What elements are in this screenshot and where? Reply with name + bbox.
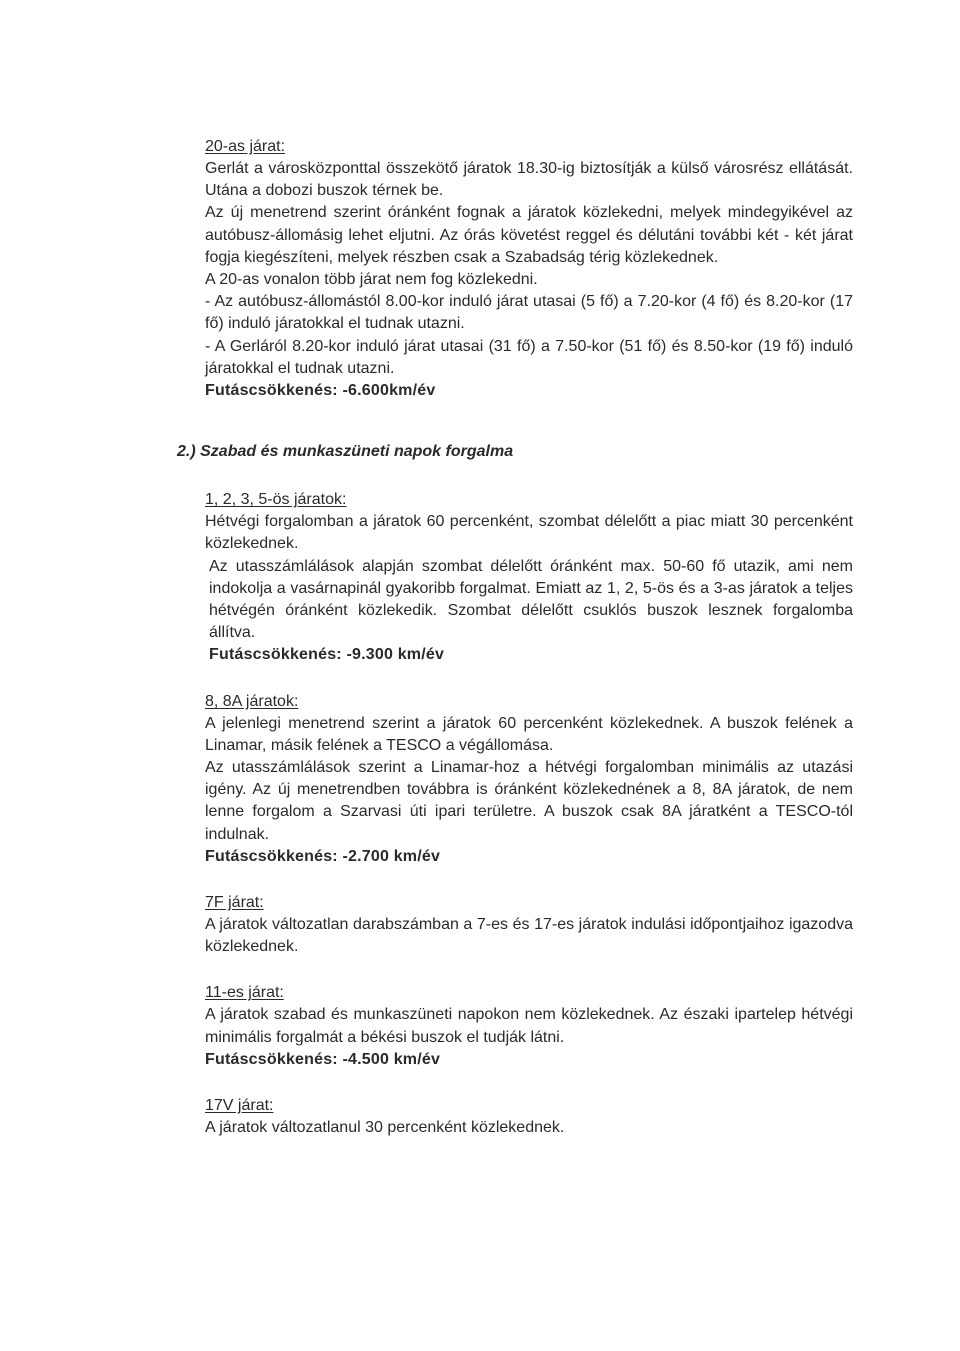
paragraph: Az utasszámlálások alapján szombat délelőtt óránként max. 50-60 fő utazik, ami nem indokolja a vasárnapinál gyakoribb forgalmat. Emiatt az 1, 2, 5-ös és a 3-as járatok a teljes hétvégén óránként közlekedik. Szombat délelőtt csuklós buszok lesznek forgalomba állítva. [209, 557, 853, 642]
section-heading-20: 20-as járat: [205, 138, 286, 155]
paragraph: A járatok szabad és munkaszüneti napokon nem közlekednek. Az északi ipartelep hétvégi minimális forgalmát a békési buszok el tudják látni. [205, 1006, 853, 1046]
section-8 [205, 691, 853, 868]
section-heading-11: 11-es járat: [205, 984, 284, 1002]
reduction-label: Futáscsökkenés: [205, 382, 338, 400]
paragraph: Hétvégi forgalomban a járatok 60 percenként, szombat délelőtt a piac miatt 30 percenként közlekednek. [205, 513, 853, 553]
reduction-label: Futáscsökkenés: [209, 646, 342, 664]
paragraph: Az utasszámlálások szerint a Linamar-hoz a hétvégi forgalomban minimális az utazási igény. Az új menetrendben továbbra is óránként közlekednének a 8, 8A járatok, de nem lenne forgalom a Szarvasi úti ipari területre. A buszok csak 8A járatként a TESCO-tól indulnak. [205, 759, 853, 843]
section-heading-1235: 1, 2, 3, 5-ös járatok: [205, 491, 347, 509]
document-page [177, 136, 853, 1139]
section-11 [205, 982, 853, 1071]
reduction-value: -6.600km/év [342, 382, 436, 400]
reduction-value: -9.300 km/év [346, 646, 445, 664]
section-heading-17v: 17V járat: [205, 1097, 274, 1115]
mileage-reduction [205, 644, 853, 666]
section-1235 [205, 489, 853, 666]
paragraph: - A Gerláról 8.20-kor induló járat utasai (31 fő) a 7.50-kor (51 fő) és 8.50-kor (19 fő) induló járatokkal el tudnak utazni. [205, 337, 853, 377]
section-heading-7f: 7F járat: [205, 894, 264, 912]
paragraph: A 20-as vonalon több járat nem fog közlekedni. [205, 271, 538, 289]
paragraph: A járatok változatlanul 30 percenként közlekednek. [205, 1119, 565, 1137]
section-7f [205, 892, 853, 958]
section-20 [205, 136, 853, 402]
mileage-reduction [205, 1049, 853, 1071]
reduction-label: Futáscsökkenés: [205, 1050, 338, 1068]
mileage-reduction [205, 380, 853, 402]
paragraph: - Az autóbusz-állomástól 8.00-kor induló járat utasai (5 fő) a 7.20-kor (4 fő) és 8.20-kor (17 fő) induló járatokkal el tudnak utazni. [205, 293, 853, 333]
paragraph: Az új menetrend szerint óránként fognak a járatok közlekedni, melyek mindegyikével az autóbusz-állomásig lehet eljutni. Az órás követést reggel és délutáni további két - két járat fogja kiegészíteni, melyek részben csak a Szabadság térig közlekednek. [205, 204, 853, 266]
paragraph: A jelenlegi menetrend szerint a járatok 60 percenként közlekednek. A buszok felének a Linamar, másik felének a TESCO a végállomása. [205, 714, 853, 754]
paragraph: A járatok változatlan darabszámban a 7-es és 17-es járatok indulási időpontjaihoz igazodva közlekednek. [205, 916, 853, 956]
reduction-value: -4.500 km/év [342, 1050, 441, 1068]
reduction-value: -2.700 km/év [342, 847, 441, 865]
main-heading: 2.) Szabad és munkaszüneti napok forgalma [177, 443, 514, 461]
section-heading-8: 8, 8A járatok: [205, 692, 299, 710]
reduction-label: Futáscsökkenés: [205, 847, 338, 865]
section-17v [205, 1095, 853, 1139]
paragraph: Gerlát a városközponttal összekötő járatok 18.30-ig biztosítják a külső városrész ellátását. Utána a dobozi buszok térnek be. [205, 160, 853, 200]
mileage-reduction [205, 846, 853, 868]
